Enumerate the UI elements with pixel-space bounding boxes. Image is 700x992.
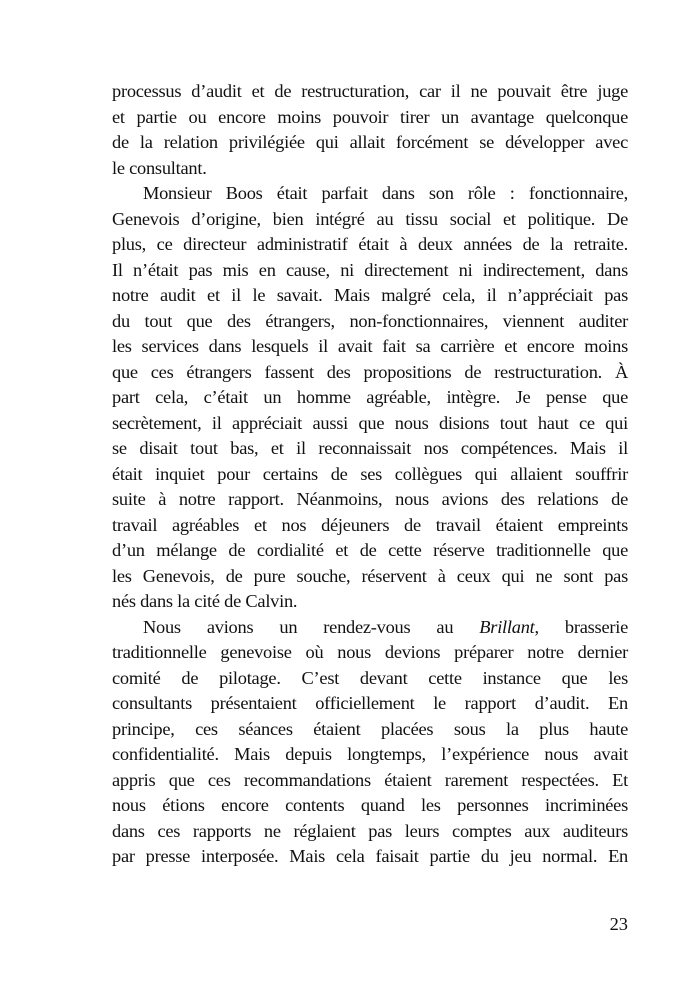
text-segment: plus, ce directeur administratif était à deux années de la retraite.	[112, 234, 628, 254]
text-segment: que ces étrangers fassent des propositions de restructuration. À	[112, 361, 628, 382]
text-segment: suite à notre rapport. Néanmoins, nous avions des relations de	[112, 489, 628, 509]
text-line	[112, 793, 628, 819]
text-line	[112, 283, 628, 309]
text-segment: confidentialité. Mais depuis longtemps, l’expérience nous avait	[112, 744, 628, 764]
text-segment: dans ces rapports ne réglaient pas leurs comptes aux auditeurs	[112, 820, 628, 841]
text-segment: secrètement, il appréciait aussi que nous disions tout haut ce qui	[112, 412, 628, 433]
text-line	[112, 717, 628, 743]
text-segment: notre audit et il le savait. Mais malgré cela, il n’appréciait pas	[112, 285, 628, 305]
text-line	[112, 309, 628, 335]
page-number: 23	[609, 914, 628, 934]
text-line	[112, 258, 628, 284]
text-segment: Nous avions un rendez-vous au	[143, 616, 480, 637]
text-line	[112, 640, 628, 666]
text-line	[112, 105, 628, 131]
text-line	[112, 207, 628, 233]
text-segment: et partie ou encore moins pouvoir tirer un avantage quelconque	[112, 106, 628, 127]
text-segment: les Genevois, de pure souche, réservent à ceux qui ne sont pas	[112, 565, 628, 586]
text-segment: par presse interposée. Mais cela faisait partie du jeu normal. En	[112, 846, 628, 866]
text-segment: les services dans lesquels il avait fait sa carrière et encore moins	[112, 336, 628, 356]
text-line	[112, 436, 628, 462]
text-segment: le consultant.	[112, 157, 207, 178]
paragraph	[112, 79, 628, 181]
body-text	[112, 79, 628, 870]
text-line	[112, 130, 628, 156]
text-segment: principe, ces séances étaient placées sous la plus haute	[112, 718, 628, 739]
text-segment: comité de pilotage. C’est devant cette instance que les	[112, 667, 628, 688]
text-segment: part cela, c’était un homme agréable, intègre. Je pense que	[112, 387, 628, 407]
text-segment: traditionnelle genevoise où nous devions préparer notre dernier	[112, 642, 628, 662]
paragraph	[112, 181, 628, 615]
text-line	[112, 360, 628, 386]
text-segment: Genevois d’origine, bien intégré au tissu social et politique. De	[112, 208, 628, 229]
text-line	[112, 742, 628, 768]
text-line	[112, 844, 628, 870]
paragraph	[112, 615, 628, 870]
text-line	[112, 589, 628, 615]
text-line	[112, 768, 628, 794]
text-line	[112, 181, 628, 207]
text-line	[112, 487, 628, 513]
text-line	[112, 334, 628, 360]
text-line	[112, 819, 628, 845]
text-segment: nés dans la cité de Calvin.	[112, 591, 298, 611]
text-segment: , brasserie	[534, 616, 628, 637]
text-segment: travail agréables et nos déjeuners de travail étaient empreints	[112, 514, 628, 535]
text-segment: du tout que des étrangers, non-fonctionnaires, viennent auditer	[112, 310, 628, 331]
text-segment: appris que ces recommandations étaient rarement respectées. Et	[112, 769, 628, 790]
text-segment: Monsieur Boos était parfait dans son rôle : fonctionnaire,	[143, 183, 628, 203]
text-line	[112, 411, 628, 437]
text-segment: était inquiet pour certains de ses collègues qui allaient souffrir	[112, 463, 628, 484]
text-segment: Il n’était pas mis en cause, ni directement ni indirectement, dans	[112, 259, 628, 280]
text-line	[112, 538, 628, 564]
text-line	[112, 666, 628, 692]
italic-text: Brillant	[479, 616, 535, 637]
text-line	[112, 79, 628, 105]
text-segment: processus d’audit et de restructuration, car il ne pouvait être juge	[112, 81, 628, 101]
text-line	[112, 513, 628, 539]
text-line	[112, 385, 628, 411]
text-line	[112, 691, 628, 717]
text-line	[112, 156, 628, 182]
text-segment: consultants présentaient officiellement le rapport d’audit. En	[112, 693, 628, 713]
text-line	[112, 232, 628, 258]
text-line	[112, 615, 628, 641]
text-segment: nous étions encore contents quand les personnes incriminées	[112, 795, 628, 815]
text-line	[112, 462, 628, 488]
text-segment: de la relation privilégiée qui allait forcément se développer avec	[112, 132, 628, 152]
text-segment: d’un mélange de cordialité et de cette réserve traditionnelle que	[112, 540, 628, 560]
text-segment: se disait tout bas, et il reconnaissait nos compétences. Mais il	[112, 438, 628, 458]
text-line	[112, 564, 628, 590]
